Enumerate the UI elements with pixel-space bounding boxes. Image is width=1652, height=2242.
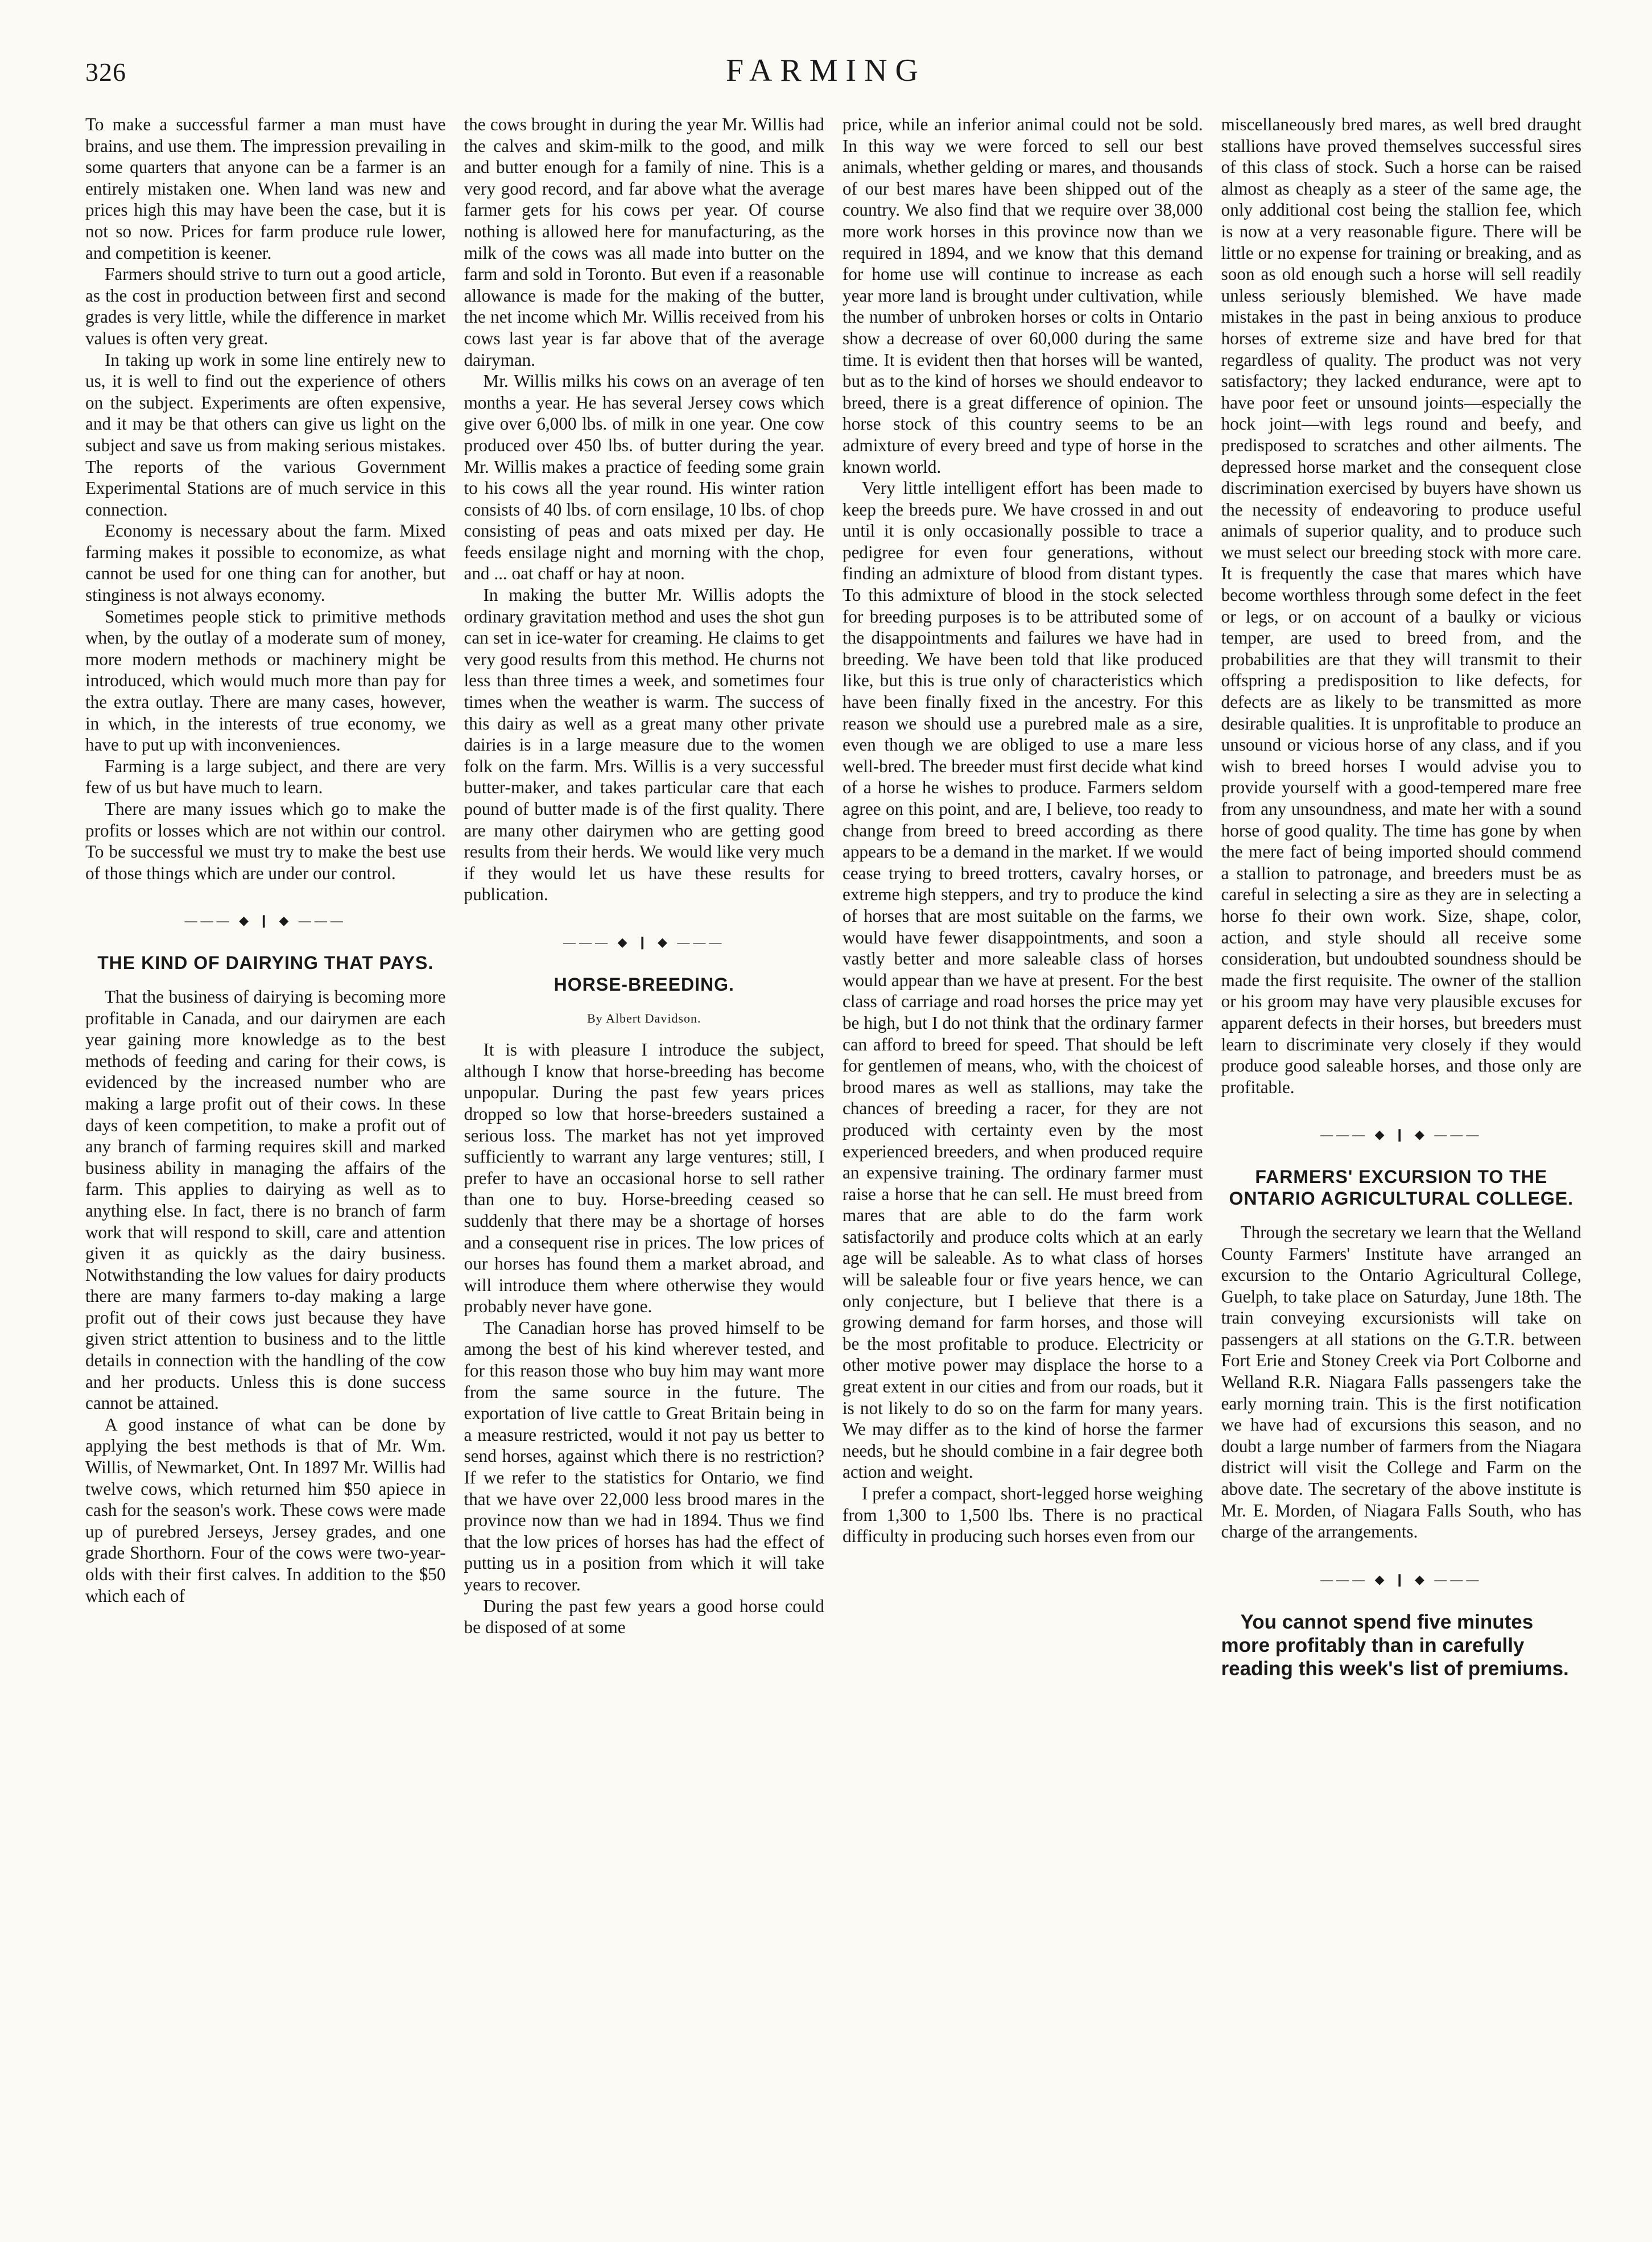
paragraph: During the past few years a good horse could be disposed of at some: [464, 1596, 824, 1638]
column-4: [1221, 114, 1582, 2185]
paragraph: I prefer a compact, short-legged horse weighing from 1,300 to 1,500 lbs. There is no practical difficulty in producing such horses even from our: [842, 1483, 1203, 1547]
horse-breeding-heading: HORSE-BREEDING.: [554, 974, 734, 995]
byline: By Albert Davidson.: [587, 1011, 701, 1025]
paragraph: A good instance of what can be done by applying the best methods is that of Mr. Wm. Willis, of Newmarket, Ont. In 1897 Mr. Willis had twelve cows, which returned him $50 apiece in cash for the season's work. These cows were made up of purebred Jerseys, Jersey grades, and one grade Shorthorn. Four of the cows were two-year-olds with their first calves. In addition to the $50 which each of: [85, 1414, 446, 1606]
paragraph: the cows brought in during the year Mr. Willis had the calves and skim-milk to the good, and milk and butter enough for a family of nine. This is a very good record, and far above what the average farmer gets for his cows per year. Of course nothing is allowed here for manufacturing, as the milk of the cows was all made into butter on the farm and sold in Toronto. But even if a reasonable allowance is made for the making of the butter, the net income which Mr. Willis received from his cows last year is far above that of the average dairyman.: [464, 114, 824, 370]
paragraph: It is with pleasure I introduce the subject, although I know that horse-breeding has become unpopular. During the past few years prices dropped so low that horse-breeders sustained a serious loss. The market has not yet improved sufficiently to warrant any large ventures; still, I prefer to have an occasional horse to sell rather than one to buy. Horse-breeding ceased so suddenly that there may be a shortage of horses and a consequent rise in prices. The low prices of our horses has found them a market abroad, and will introduce them where otherwise they would probably never have gone.: [464, 1040, 824, 1317]
section-divider: [464, 932, 825, 953]
paragraph: Farming is a large subject, and there are very few of us but have much to learn.: [85, 756, 446, 798]
section-divider: [85, 910, 446, 932]
dairying-heading: THE KIND OF DAIRYING THAT PAYS.: [97, 952, 434, 973]
column-2: [464, 114, 825, 2185]
paragraph: In making the butter Mr. Willis adopts the ordinary gravitation method and uses the shot gun can set in ice-water for creaming. He claims to get very good results from this method. He churns not less than three times a week, and sometimes four times when the weather is warm. The success of this dairy as well as a great many other private dairies is in a large measure due to the women folk on the farm. Mrs. Willis is a very successful butter-maker, and takes particular care that each pound of butter made is of the first quality. There are many other dairymen who are getting good results from their herds. We would like very much if they would let us have these results for publication.: [464, 585, 824, 905]
paragraph: There are many issues which go to make the profits or losses which are not within our control. To be successful we must try to make the best use of those things which are under our control.: [85, 799, 446, 883]
section-divider: [1221, 1124, 1582, 1145]
paragraph: The Canadian horse has proved himself to be among the best of his kind wherever tested, and for this reason those who buy him may want more from the same source in the future. The exportation of live cattle to Great Britain being in a measure restricted, would it not pay us better to send horses, against which there is no restriction? If we refer to the statistics for Ontario, we find that we have over 22,000 less brood mares in the province now than we had in 1894. Thus we find that the low prices of horses has had the effect of putting us in a position from which it will take years to recover.: [464, 1317, 824, 1594]
paragraph: In taking up work in some line entirely new to us, it is well to find out the experience of others on the subject. Experiments are often expensive, and it may be that others can give us light on the subject and save us from making serious mistakes. The reports of the various Government Experimental Stations are of much service in this connection.: [85, 349, 446, 520]
premium-list-notice: You cannot spend five minutes more profitably than in carefully reading this week's list of premiums.: [1221, 1611, 1569, 1680]
section-divider: [1221, 1569, 1582, 1590]
paragraph: Very little intelligent effort has been made to keep the breeds pure. We have crossed in and out until it is only occasionally possible to trace a pedigree for even four generations, without finding an admixture of blood from distant types. To this admixture of blood in the stock selected for breeding purposes is to be attributed some of the disappointments and failures we have had in breeding. We have been told that like produced like, but this is true only of characteristics which have been finally fixed in the ancestry. For this reason we should use a purebred male as a sire, even though we are obliged to use a mare less well-bred. The breeder must first decide what kind of a horse he wishes to produce. Farmers seldom agree on this point, and are, I believe, too ready to change from breed to breed according as there appears to be a demand in the market. If we would cease trying to breed trotters, cavalry horses, or extreme high steppers, and try to produce the kind of horses that are most suitable on the farms, we would have fewer disappointments, and soon a vastly better and more saleable class of horses would appear than we have at present. For the best class of carriage and road horses the price may yet be high, but I do not think that the ordinary farmer can afford to breed for speed. That should be left for gentlemen of means, who, with the choicest of brood mares as well as stallions, may take the chances of breeding a racer, for they are not produced with certainty even by the most experienced breeders, and when produced require an expensive training. The ordinary farmer must raise a horse that he can sell. He must breed from mares that are able to do the farm work satisfactorily and produce colts which at an early age will be saleable. As to what class of horses will be saleable four or five years hence, we can only conjecture, but I believe that there is a growing demand for farm horses, and those will be the most profitable to produce. Electricity or other motive power may displace the horse to a great extent in our cities and from our roads, but it is not likely to do so on the farm for many years. We may differ as to the kind of horse the farmer needs, but he should combine in a fair degree both action and weight.: [842, 478, 1203, 1482]
paragraph: price, while an inferior animal could not be sold. In this way we were forced to sell our best animals, whether gelding or mares, and thousands of our best mares have been shipped out of the country. We also find that we require over 38,000 more work horses in this province now than we required in 1894, and we know that this demand for home use will continue to increase as each year more land is brought under cultivation, while the number of unbroken horses or colts in Ontario show a decrease of over 60,000 during the same time. It is evident then that horses will be wanted, but as to the kind of horses we should endeavor to breed, there is a great difference of opinion. The horse stock of this country seems to be an admixture of every breed and type of horse in the known world.: [842, 114, 1203, 477]
column-1: [85, 114, 446, 2185]
paragraph: Mr. Willis milks his cows on an average of ten months a year. He has several Jersey cows which give over 6,000 lbs. of milk in one year. One cow produced over 450 lbs. of butter during the year. Mr. Willis makes a practice of feeding some grain to his cows all the year round. His winter ration consists of 40 lbs. of corn ensilage, 10 lbs. of chop consisting of peas and oats mixed per day. He feeds ensilage night and morning with the chop, and ... oat chaff or hay at noon.: [464, 371, 824, 584]
page-number: 326: [85, 57, 126, 86]
article-columns: [85, 114, 1581, 2185]
paragraph: Sometimes people stick to primitive methods when, by the outlay of a moderate sum of money, more modern methods or machinery might be introduced, which would much more than pay for the extra outlay. There are many cases, however, in which, in the interests of true economy, we have to put up with inconveniences.: [85, 606, 446, 755]
column-3: [842, 114, 1203, 2185]
excursion-heading: FARMERS' EXCURSION TO THE ONTARIO AGRICULTURAL COLLEGE.: [1229, 1166, 1574, 1209]
paragraph: That the business of dairying is becoming more profitable in Canada, and our dairymen are each year gaining more knowledge as to the best methods of feeding and caring for their cows, is evidenced by the increased number who are making a large profit out of their cows. In these days of keen competition, to make a profit out of any branch of farming requires skill and marked business ability in managing the affairs of the farm. This applies to dairying as well as to anything else. In fact, there is no branch of farm work that will respond to skill, care and attention given it as quickly as the dairy business. Notwithstanding the low values for dairy products there are many farmers to-day making a large profit out of their cows just because they have given strict attention to business and to the little details in connection with the handling of the cow and her products. Unless this is done success cannot be attained.: [85, 986, 446, 1413]
paragraph: Through the secretary we learn that the Welland County Farmers' Institute have arranged an excursion to the Ontario Agricultural College, Guelph, to take place on Saturday, June 18th. The train conveying excursionists will take on passengers at all stations on the G.T.R. between Fort Erie and Stoney Creek via Port Colborne and Welland R.R. Niagara Falls passengers take the early morning train. This is the first notification we have had of excursions this season, and no doubt a large number of farmers from the Niagara district will visit the College and Farm on the above date. The secretary of the above institute is Mr. E. Morden, of Niagara Falls South, who has charge of the arrangements.: [1221, 1222, 1581, 1542]
paragraph: Farmers should strive to turn out a good article, as the cost in production between first and second grades is very little, while the difference in market values is often very great.: [85, 264, 446, 348]
running-head: FARMING: [725, 53, 927, 88]
paragraph: Economy is necessary about the farm. Mixed farming makes it possible to economize, as what cannot be used for one thing can for another, but stinginess is not always economy.: [85, 521, 446, 605]
paragraph: miscellaneously bred mares, as well bred draught stallions have proved themselves successful sires of this class of stock. Such a horse can be raised almost as cheaply as a steer of the same age, the only additional cost being the stallion fee, which is now at a very reasonable figure. There will be little or no expense for training or breaking, and as soon as old enough such a horse will sell readily unless seriously blemished. We have made mistakes in the past in being anxious to produce horses of extreme size and have bred for that regardless of quality. The product was not very satisfactory; they lacked endurance, were apt to have poor feet or unsound joints—especially the hock joint—with legs round and beefy, and predisposed to scratches and other ailments. The depressed horse market and the consequent close discrimination exercised by buyers have shown us the necessity of endeavoring to produce useful animals of superior quality, and to produce such we must select our breeding stock with more care. It is frequently the case that mares which have become worthless through some defect in the feet or legs, or on account of a baulky or vicious temper, are used to breed from, and the probabilities are that they will transmit to their offspring a predisposition to like defects, for defects are as likely to be transmitted as more desirable qualities. It is unprofitable to produce an unsound or vicious horse of any class, and if you wish to breed horses I would advise you to provide yourself with a good-tempered mare free from any unsoundness, and mate her with a sound horse of good quality. The time has gone by when the mere fact of being imported should commend a stallion to patronage, and breeders must be as careful in selecting a sire as they are in selecting a horse fo their own work. Size, shape, color, action, and style should all receive some consideration, but undoubted soundness should be made the first requisite. The owner of the stallion or his groom may have very plausible excuses for apparent defects in their horses, but breeders must learn to discriminate very closely if they would produce good saleable horses, and those only are profitable.: [1221, 114, 1581, 1097]
paragraph: To make a successful farmer a man must have brains, and use them. The impression prevailing in some quarters that anyone can be a farmer is an entirely mistaken one. When land was new and prices high this may have been the case, but it is not so now. Prices for farm produce rule lower, and competition is keener.: [85, 114, 446, 263]
